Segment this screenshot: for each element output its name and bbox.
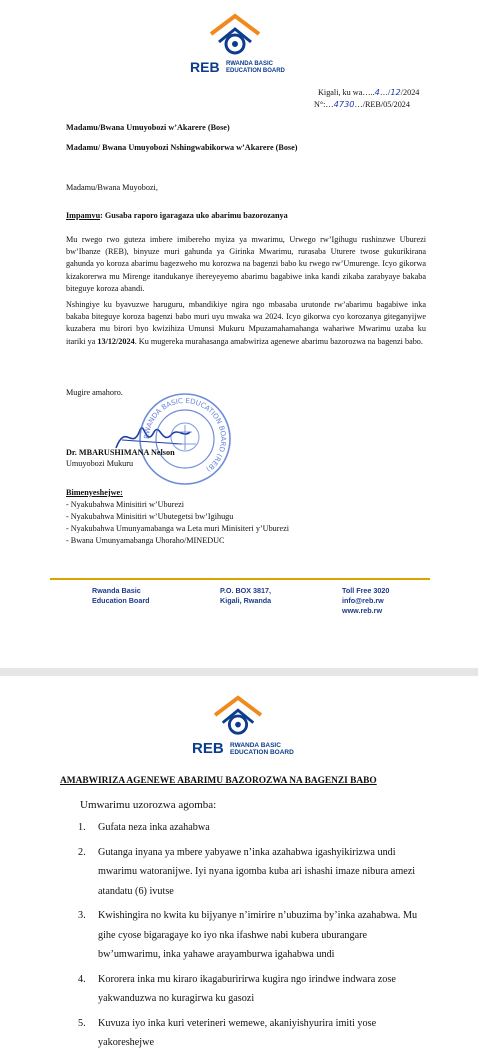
ref-handwritten: 4730 bbox=[333, 99, 355, 109]
reb-emblem-icon bbox=[206, 12, 264, 58]
signatory-name: Dr. MBARUSHIMANA Nelson bbox=[66, 448, 175, 457]
date-day: 4 bbox=[374, 87, 380, 97]
signatory-title: Umuyobozi Mukuru bbox=[66, 459, 134, 468]
cc-item: - Nyakubahwa Minisitiri w’Uburezi bbox=[66, 500, 185, 509]
logo-word: REB bbox=[192, 740, 224, 757]
subject-line bbox=[66, 210, 288, 222]
footer-org: Rwanda Basic Education Board bbox=[92, 586, 150, 605]
list-item: 5. Kuvuza iyo inka kuri veterineri wemewe, akaniyishyurira imiti yose yakoreshejwe bbox=[78, 1017, 377, 1048]
footer-address: P.O. BOX 3817, Kigali, Rwanda bbox=[220, 586, 272, 605]
list-item: 4. Kororera inka mu kiraro ikagaburirirwa kugira ngo irindwe indwara zose yakwanduzwa no kuragirwa ku gasozi bbox=[78, 973, 396, 1004]
reference-number: N°:…4730…/REB/05/2024 bbox=[314, 99, 410, 109]
cc-item: - Nyakubahwa Umunyamabanga wa Leta muri Minisiteri y’Uburezi bbox=[66, 524, 290, 533]
rules-list bbox=[78, 818, 418, 1058]
date-line: Kigali, ku wa…..4…/12/2024 bbox=[318, 87, 420, 97]
addressee-2: Madamu/ Bwana Umuyobozi Nshingwabikorwa w’Akarere (Bose) bbox=[66, 143, 298, 152]
logo-subtitle-2: EDUCATION BOARD bbox=[230, 749, 294, 756]
list-item: 1. Gufata neza inka azahabwa bbox=[78, 822, 210, 833]
addressee-1: Madamu/Bwana Umuyobozi w’Akarere (Bose) bbox=[66, 123, 230, 132]
salutation: Madamu/Bwana Muyobozi, bbox=[66, 183, 158, 192]
subject-text: : Gusaba raporo igaragaza uko abarimu bazorozanya bbox=[100, 211, 288, 220]
reb-logo bbox=[210, 694, 266, 738]
subject-label: Impamvu bbox=[66, 211, 101, 220]
stamp-text: RWANDA BASIC EDUCATION BOARD (REB) bbox=[142, 396, 228, 474]
logo-subtitle-2: EDUCATION BOARD bbox=[226, 68, 285, 74]
annex-title: AMABWIRIZA AGENEWE ABARIMU BAZOROZWA NA BAGENZI BABO bbox=[60, 776, 377, 786]
cc-label: Bimenyeshejwe: bbox=[66, 488, 123, 497]
footer-contact: Toll Free 3020 info@reb.rw www.reb.rw bbox=[342, 586, 390, 615]
official-stamp bbox=[138, 392, 232, 486]
list-item: 2. Gutanga inyana ya mbere yabyawe n’inka azahabwa igashyikirizwa undi mwarimu watoranijwe. Iyi nyana igomba kuba ari ishashi imaze nibura amezi atandatu (6) ivutse bbox=[78, 846, 416, 897]
closing: Mugire amahoro. bbox=[66, 388, 123, 397]
annex-page bbox=[0, 676, 478, 1048]
reb-logo bbox=[206, 12, 264, 58]
cc-item: - Bwana Umunyamabanga Uhoraho/MINEDUC bbox=[66, 536, 225, 545]
date-month: 12 bbox=[390, 87, 401, 97]
logo-subtitle-1: RWANDA BASIC bbox=[230, 742, 281, 749]
page-separator bbox=[0, 668, 478, 676]
reb-emblem-icon bbox=[210, 694, 266, 738]
body-paragraph-1: Mu rwego rwo guteza imbere imibereho myiza ya mwarimu, Urwego rw’Igihugu rushinzwe Uburezi bw’Ibanze (REB), binyuze muri gahunda ya Girinka Mwarimu, rurasaba Uturere twose gukurikirana gahunda yo koroza abarimu bagezweho mu korozwa na bagenzi babo ku rwego rw’Umurenge. Icyo gikorwa kizakorerwa mu Mirenge itandukanye ihereyeyemo abarimu bagabiwe inka kandi zikaba zarabyaye bakaba biteguye koroza abandi. bbox=[66, 235, 426, 293]
logo-word: REB bbox=[190, 59, 220, 75]
footer-divider bbox=[50, 578, 430, 580]
cc-item: - Nyakubahwa Minisitiri w’Ubutegetsi bw’Igihugu bbox=[66, 512, 234, 521]
ceremony-date: 13/12/2024 bbox=[97, 336, 135, 346]
logo-subtitle-1: RWANDA BASIC bbox=[226, 61, 274, 67]
list-item: 3. Kwishingira no kwita ku bijyanye n’imirire n’ubuzima by’inka azahabwa. Mu gihe cyose bigaragaye ko iyo nka ifashwe nabi kubera uburangare bw’umwarimu, inka yahawe arayamburwa igahabwa undi bbox=[78, 910, 418, 960]
annex-subtitle: Umwarimu uzorozwa agomba: bbox=[80, 799, 217, 811]
body-paragraph-2: Nshingiye ku byavuzwe haruguru, mbandikiye ngira ngo mbasaba urutonde rw’abarimu bagabiwe inka bakaba biteguye koroza bagenzi babo muri uyu mwaka wa 2024. Icyo gikorwa cyo korozanya giteganyijwe kuzabera mu birori byo kwizihiza Umunsi Mukuru Mpuzamahamahanga wahariwe Mwarimu uzaba ku itariki ya 13/12/2024. Ku mugereka murahasanga amabwiriza agenewe abarimu bazorozwa na bagenzi babo. bbox=[66, 300, 426, 346]
